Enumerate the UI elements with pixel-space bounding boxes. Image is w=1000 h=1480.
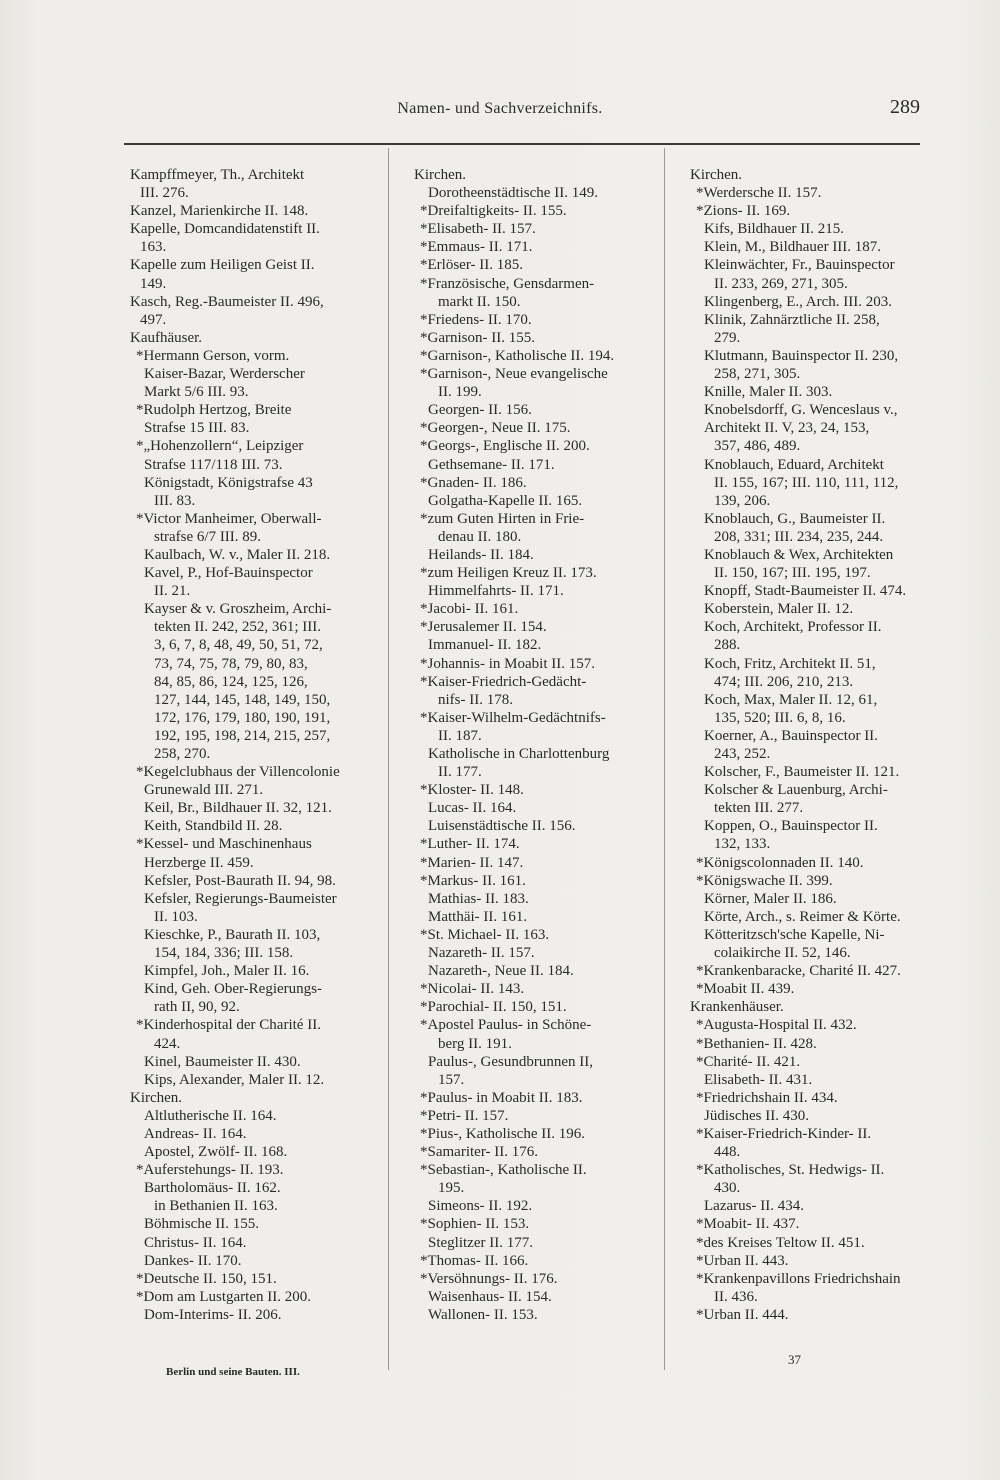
index-line: 288. <box>714 637 741 654</box>
index-line: 474; III. 206, 210, 213. <box>714 673 854 690</box>
index-line: *Nicolai- II. 143. <box>420 981 525 998</box>
index-line: *Bethanien- II. 428. <box>696 1035 817 1052</box>
index-line: 157. <box>438 1071 465 1088</box>
index-line: 192, 195, 198, 214, 215, 257, <box>154 727 331 744</box>
index-line: *Urban II. 443. <box>696 1252 789 1269</box>
index-line: tekten II. 242, 252, 361; III. <box>154 619 322 636</box>
index-line: *Moabit II. 439. <box>696 981 795 998</box>
index-line: *Charité- II. 421. <box>696 1053 801 1070</box>
index-line: Georgen- II. 156. <box>428 402 532 419</box>
index-line: Lazarus- II. 434. <box>704 1198 804 1215</box>
index-line: Koppen, O., Bauinspector II. <box>704 818 878 835</box>
index-line: *St. Michael- II. 163. <box>420 926 550 943</box>
index-line: Keil, Br., Bildhauer II. 32, 121. <box>144 800 332 817</box>
index-column-3 <box>690 166 926 1324</box>
index-line: Körte, Arch., s. Reimer & Körte. <box>704 908 901 925</box>
index-line: *Sebastian-, Katholische II. <box>420 1162 587 1179</box>
column-divider-2 <box>664 148 665 1370</box>
index-line: Jüdisches II. 430. <box>704 1107 809 1124</box>
index-line: Kötteritzsch'sche Kapelle, Ni- <box>704 926 885 943</box>
index-line: 84, 85, 86, 124, 125, 126, <box>154 673 308 690</box>
index-line: Dorotheenstädtische II. 149. <box>428 185 598 202</box>
index-line: Körner, Maler II. 186. <box>704 890 837 907</box>
index-line: *Sophien- II. 153. <box>420 1216 530 1233</box>
index-line: Kirchen. <box>130 1089 183 1106</box>
index-line: Koberstein, Maler II. 12. <box>704 601 854 618</box>
index-line: Dankes- II. 170. <box>144 1252 242 1269</box>
index-line: *Markus- II. 161. <box>420 872 526 889</box>
index-line: 448. <box>714 1144 741 1161</box>
index-line: *Königswache II. 399. <box>696 872 833 889</box>
index-line: Knopff, Stadt-Baumeister II. 474. <box>704 583 907 600</box>
index-line: *Johannis- in Moabit II. 157. <box>420 655 595 672</box>
index-line: Bartholomäus- II. 162. <box>144 1180 281 1197</box>
index-line: II. 103. <box>154 908 198 925</box>
footer-note: Berlin und seine Bauten. III. <box>166 1366 300 1378</box>
index-line: Strafse 117/118 III. 73. <box>144 456 283 473</box>
index-line: II. 233, 269, 271, 305. <box>714 275 848 292</box>
index-line: *Kaiser-Friedrich-Kinder- II. <box>696 1125 872 1142</box>
index-line: Koch, Architekt, Professor II. <box>704 619 882 636</box>
index-line: 172, 176, 179, 180, 190, 191, <box>154 709 331 726</box>
index-line: Krankenhäuser. <box>690 999 784 1016</box>
index-line: *Krankenpavillons Friedrichshain <box>696 1270 901 1287</box>
index-line: II. 21. <box>154 583 191 600</box>
index-line: Himmelfahrts- II. 171. <box>428 583 564 600</box>
index-line: Kaiser-Bazar, Werderscher <box>144 366 305 383</box>
index-line: Christus- II. 164. <box>144 1234 247 1251</box>
index-line: 424. <box>154 1035 181 1052</box>
index-line: *Apostel Paulus- in Schöne- <box>420 1017 592 1034</box>
index-line: *Moabit- II. 437. <box>696 1216 800 1233</box>
index-line: *Petri- II. 157. <box>420 1107 509 1124</box>
index-line: *Thomas- II. 166. <box>420 1252 529 1269</box>
index-line: *Marien- II. 147. <box>420 854 524 871</box>
index-line: Markt 5/6 III. 93. <box>144 384 249 401</box>
index-line: Königstadt, Königstrafse 43 <box>144 474 313 491</box>
index-line: Altlutherische II. 164. <box>144 1107 277 1124</box>
index-line: 154, 184, 336; III. 158. <box>154 945 294 962</box>
index-line: *Hermann Gerson, vorm. <box>136 347 290 364</box>
index-line: *Augusta-Hospital II. 432. <box>696 1017 857 1034</box>
index-line: Kind, Geh. Ober-Regierungs- <box>144 981 322 998</box>
index-line: 127, 144, 145, 148, 149, 150, <box>154 691 331 708</box>
index-line: Kapelle, Domcandidatenstift II. <box>130 221 320 238</box>
index-line: Kolscher, F., Baumeister II. 121. <box>704 764 900 781</box>
index-line: 430. <box>714 1180 741 1197</box>
index-line: *Garnison-, Neue evangelische <box>420 366 608 383</box>
index-line: 258, 270. <box>154 746 211 762</box>
index-line: 208, 331; III. 234, 235, 244. <box>714 528 884 545</box>
index-line: Architekt II. V, 23, 24, 153, <box>704 420 870 437</box>
index-line: *Jerusalemer II. 154. <box>420 619 547 636</box>
index-line: Klein, M., Bildhauer III. 187. <box>704 239 882 256</box>
index-line: *Kessel- und Maschinenhaus <box>136 836 312 853</box>
index-line: Waisenhaus- II. 154. <box>428 1288 552 1305</box>
index-line: *des Kreises Teltow II. 451. <box>696 1234 865 1251</box>
index-line: Kieschke, P., Baurath II. 103, <box>144 926 321 943</box>
index-line: *Kegelclubhaus der Villencolonie <box>136 764 340 781</box>
index-line: Kavel, P., Hof-Bauinspector <box>144 565 313 582</box>
index-line: tekten III. 277. <box>714 800 804 817</box>
index-line: Kanzel, Marienkirche II. 148. <box>130 203 309 220</box>
running-header-title: Namen- und Sachverzeichnifs. <box>397 100 603 117</box>
index-line: *Kloster- II. 148. <box>420 782 524 799</box>
header-rule <box>124 143 920 145</box>
index-line: Herzberge II. 459. <box>144 854 254 871</box>
index-line: *Pius-, Katholische II. 196. <box>420 1125 585 1142</box>
index-line: Heilands- II. 184. <box>428 546 534 563</box>
index-line: rath II, 90, 92. <box>154 999 240 1016</box>
index-line: Kleinwächter, Fr., Bauinspector <box>704 257 895 274</box>
index-line: strafse 6/7 III. 89. <box>154 528 262 545</box>
index-line: 73, 74, 75, 78, 79, 80, 83, <box>154 655 308 672</box>
index-line: II. 436. <box>714 1288 758 1305</box>
index-line: Kirchen. <box>414 167 467 183</box>
index-line: *Emmaus- II. 171. <box>420 239 533 256</box>
index-line: II. 155, 167; III. 110, 111, 112, <box>714 474 899 491</box>
index-line: *Königscolonnaden II. 140. <box>696 854 864 871</box>
index-line: *Französische, Gensdarmen- <box>420 275 595 292</box>
index-line: *Friedrichshain II. 434. <box>696 1089 838 1106</box>
index-line: 279. <box>714 329 741 346</box>
index-line: Elisabeth- II. 431. <box>704 1071 813 1088</box>
index-line: Kefsler, Regierungs-Baumeister <box>144 890 337 907</box>
index-line: Klingenberg, E., Arch. III. 203. <box>704 293 893 310</box>
index-line: Kasch, Reg.-Baumeister II. 496, <box>130 293 324 310</box>
index-line: Matthäi- II. 161. <box>428 908 528 925</box>
index-line: 139, 206. <box>714 492 771 509</box>
index-line: Koch, Fritz, Architekt II. 51, <box>704 655 876 672</box>
index-line: Kifs, Bildhauer II. 215. <box>704 221 844 238</box>
index-line: *Parochial- II. 150, 151. <box>420 999 567 1016</box>
index-line: Kips, Alexander, Maler II. 12. <box>144 1071 325 1088</box>
index-line: *Luther- II. 174. <box>420 836 520 853</box>
index-line: *Georgen-, Neue II. 175. <box>420 420 571 437</box>
index-line: 135, 520; III. 6, 8, 16. <box>714 709 846 726</box>
index-line: Kolscher & Lauenburg, Archi- <box>704 782 888 799</box>
index-line: in Bethanien II. 163. <box>154 1198 278 1215</box>
index-line: II. 150, 167; III. 195, 197. <box>714 565 871 582</box>
index-line: *„Hohenzollern“, Leipziger <box>136 438 304 455</box>
index-line: *Erlöser- II. 185. <box>420 257 524 274</box>
index-line: Apostel, Zwölf- II. 168. <box>144 1144 288 1161</box>
index-line: *Kaiser-Wilhelm-Gedächtnifs- <box>420 709 606 726</box>
index-line: Kayser & v. Groszheim, Archi- <box>144 601 332 618</box>
index-line: Dom-Interims- II. 206. <box>144 1306 282 1323</box>
index-line: Knobelsdorff, G. Wenceslaus v., <box>704 402 898 419</box>
index-line: Nazareth- II. 157. <box>428 945 535 962</box>
index-line: Simeons- II. 192. <box>428 1198 533 1215</box>
index-line: 243, 252. <box>714 746 771 762</box>
index-line: 357, 486, 489. <box>714 438 801 455</box>
index-line: *zum Heiligen Kreuz II. 173. <box>420 565 597 582</box>
column-divider-1 <box>388 148 389 1370</box>
index-line: nifs- II. 178. <box>438 691 513 708</box>
index-line: Gethsemane- II. 171. <box>428 456 555 473</box>
index-line: *Dreifaltigkeits- II. 155. <box>420 203 567 220</box>
index-line: Lucas- II. 164. <box>428 800 517 817</box>
index-line: 497. <box>140 311 167 328</box>
index-line: III. 83. <box>154 492 196 509</box>
index-line: *Garnison-, Katholische II. 194. <box>420 347 615 364</box>
index-line: Kimpfel, Joh., Maler II. 16. <box>144 963 310 980</box>
index-line: *Garnison- II. 155. <box>420 329 535 346</box>
index-line: II. 177. <box>438 764 482 781</box>
index-column-2 <box>414 166 654 1324</box>
page-number: 289 <box>890 96 920 118</box>
index-line: Koerner, A., Bauinspector II. <box>704 727 878 744</box>
index-line: 258, 271, 305. <box>714 366 801 383</box>
index-line: Knoblauch, G., Baumeister II. <box>704 510 886 527</box>
index-line: Klutmann, Bauinspector II. 230, <box>704 347 899 364</box>
index-line: Kirchen. <box>690 167 743 183</box>
index-line: Katholische in Charlottenburg <box>428 746 610 762</box>
index-line: Wallonen- II. 153. <box>428 1306 538 1323</box>
index-line: Kefsler, Post-Baurath II. 94, 98. <box>144 872 336 889</box>
index-line: Steglitzer II. 177. <box>428 1234 533 1251</box>
index-line: Klinik, Zahnärztliche II. 258, <box>704 311 880 328</box>
index-line: Andreas- II. 164. <box>144 1125 247 1142</box>
index-line: Kinel, Baumeister II. 430. <box>144 1053 301 1070</box>
index-line: Knille, Maler II. 303. <box>704 384 833 401</box>
index-line: berg II. 191. <box>438 1035 512 1052</box>
index-line: denau II. 180. <box>438 528 522 545</box>
index-line: Grunewald III. 271. <box>144 782 264 799</box>
index-line: *Katholisches, St. Hedwigs- II. <box>696 1162 885 1179</box>
index-line: *Friedens- II. 170. <box>420 311 532 328</box>
index-line: Luisenstädtische II. 156. <box>428 818 576 835</box>
index-line: *Elisabeth- II. 157. <box>420 221 536 238</box>
index-line: 163. <box>140 239 167 256</box>
index-line: *Gnaden- II. 186. <box>420 474 527 491</box>
index-line: *Krankenbaracke, Charité II. 427. <box>696 963 901 980</box>
index-line: Kaulbach, W. v., Maler II. 218. <box>144 546 331 563</box>
index-line: 3, 6, 7, 8, 48, 49, 50, 51, 72, <box>154 637 323 654</box>
index-line: Strafse 15 III. 83. <box>144 420 250 437</box>
index-line: Paulus-, Gesundbrunnen II, <box>428 1053 593 1070</box>
index-line: Immanuel- II. 182. <box>428 637 542 654</box>
index-column-1 <box>130 166 370 1324</box>
index-line: Böhmische II. 155. <box>144 1216 259 1233</box>
index-line: Kaufhäuser. <box>130 329 203 346</box>
index-line: Keith, Standbild II. 28. <box>144 818 283 835</box>
index-line: *Werdersche II. 157. <box>696 185 822 202</box>
index-line: II. 199. <box>438 384 482 401</box>
index-line: Golgatha-Kapelle II. 165. <box>428 492 583 509</box>
index-line: *Jacobi- II. 161. <box>420 601 519 618</box>
index-line: Knoblauch & Wex, Architekten <box>704 546 894 563</box>
index-line: *Dom am Lustgarten II. 200. <box>136 1288 311 1305</box>
index-line: *Victor Manheimer, Oberwall- <box>136 510 322 527</box>
index-line: Nazareth-, Neue II. 184. <box>428 963 574 980</box>
index-line: Mathias- II. 183. <box>428 890 529 907</box>
index-line: *Samariter- II. 176. <box>420 1144 538 1161</box>
index-line: Knoblauch, Eduard, Architekt <box>704 456 884 473</box>
index-line: *Kinderhospital der Charité II. <box>136 1017 321 1034</box>
index-line: *Auferstehungs- II. 193. <box>136 1162 284 1179</box>
index-line: III. 276. <box>140 185 189 202</box>
index-line: Kampffmeyer, Th., Architekt <box>130 167 305 183</box>
index-line: *Kaiser-Friedrich-Gedächt- <box>420 673 587 690</box>
index-line: 149. <box>140 275 167 292</box>
index-line: II. 187. <box>438 727 482 744</box>
index-line: markt II. 150. <box>438 293 521 310</box>
index-line: 195. <box>438 1180 465 1197</box>
index-line: 132, 133. <box>714 836 771 853</box>
index-line: *Georgs-, Englische II. 200. <box>420 438 590 455</box>
index-line: *zum Guten Hirten in Frie- <box>420 510 585 527</box>
index-line: *Zions- II. 169. <box>696 203 791 220</box>
index-line: *Versöhnungs- II. 176. <box>420 1270 558 1287</box>
index-line: *Paulus- in Moabit II. 183. <box>420 1089 583 1106</box>
index-line: *Deutsche II. 150, 151. <box>136 1270 277 1287</box>
index-line: Koch, Max, Maler II. 12, 61, <box>704 691 878 708</box>
index-line: *Rudolph Hertzog, Breite <box>136 402 292 419</box>
index-line: *Urban II. 444. <box>696 1306 789 1323</box>
index-line: colaikirche II. 52, 146. <box>714 945 851 962</box>
signature-mark: 37 <box>788 1352 801 1367</box>
index-line: Kapelle zum Heiligen Geist II. <box>130 257 315 274</box>
